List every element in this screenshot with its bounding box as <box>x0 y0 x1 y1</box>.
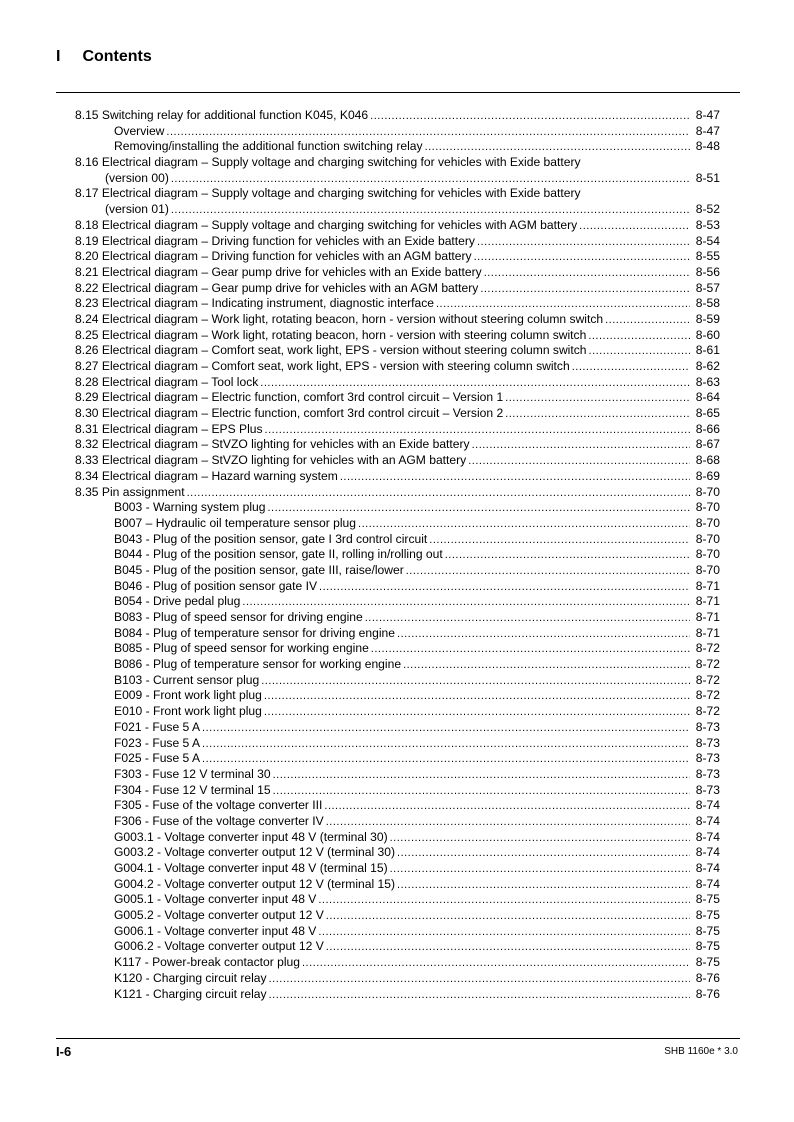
toc-entry-title: 8.17 Electrical diagram – Supply voltage and charging switching for vehicles with Exide battery <box>75 186 581 201</box>
toc-entry-title: 8.28 Electrical diagram – Tool lock <box>75 374 259 389</box>
toc-entry-title: 8.20 Electrical diagram – Driving function for vehicles with an AGM battery <box>75 249 472 264</box>
toc-entry-title: (version 00) <box>105 170 169 185</box>
toc-page-number: 8-75 <box>695 908 720 923</box>
section-header <box>56 48 152 66</box>
toc-page-number: 8-55 <box>695 249 720 264</box>
toc-entry-title: 8.25 Electrical diagram – Work light, rotating beacon, horn - version with steering column switch <box>75 327 587 342</box>
toc-page-number: 8-63 <box>695 374 720 389</box>
toc-entry[interactable] <box>75 469 720 485</box>
toc-entry[interactable] <box>75 218 720 234</box>
toc-entry-title: K120 - Charging circuit relay <box>114 970 267 985</box>
toc-subentry[interactable] <box>75 736 720 752</box>
toc-entry-title: G003.1 - Voltage converter input 48 V (terminal 30) <box>114 829 388 844</box>
toc-page-number: 8-73 <box>695 735 720 750</box>
toc-page-number: 8-52 <box>695 202 720 217</box>
toc-entry-title: (version 01) <box>105 202 169 217</box>
toc-leader-dots <box>202 720 690 737</box>
toc-subentry[interactable] <box>75 908 720 924</box>
toc-leader-dots <box>318 924 690 941</box>
toc-page-number: 8-72 <box>695 672 720 687</box>
toc-entry-title: B003 - Warning system plug <box>114 500 266 515</box>
toc-leader-dots <box>472 437 690 454</box>
toc-page-number: 8-74 <box>695 798 720 813</box>
toc-entry-title: G005.2 - Voltage converter output 12 V <box>114 908 324 923</box>
toc-page-number: 8-71 <box>695 625 720 640</box>
toc-page-number: 8-71 <box>695 610 720 624</box>
toc-subentry[interactable] <box>75 814 720 830</box>
toc-subentry[interactable] <box>75 939 720 955</box>
toc-leader-dots <box>302 955 690 972</box>
toc-leader-dots <box>468 453 690 470</box>
toc-leader-dots <box>477 234 690 251</box>
toc-entry[interactable] <box>75 171 720 187</box>
toc-page-number: 8-69 <box>695 468 720 483</box>
toc-leader-dots <box>397 845 690 862</box>
toc-leader-dots <box>242 594 690 611</box>
toc-entry-title: B046 - Plug of position sensor gate IV <box>114 578 318 593</box>
section-title: Contents <box>82 48 152 65</box>
toc-entry-title: G005.1 - Voltage converter input 48 V <box>114 892 317 907</box>
toc-entry-title: F021 - Fuse 5 A <box>114 719 201 734</box>
toc-entry-title: G004.1 - Voltage converter input 48 V (terminal 15) <box>114 861 388 875</box>
document-reference: SHB 1160e * 3.0 <box>664 1046 738 1057</box>
toc-entry-title: G006.1 - Voltage converter input 48 V <box>114 923 317 938</box>
toc-entry-title: F023 - Fuse 5 A <box>114 735 201 750</box>
toc-page-number: 8-56 <box>695 264 720 279</box>
toc-leader-dots <box>264 688 690 705</box>
toc-entry[interactable] <box>75 249 720 265</box>
toc-subentry[interactable] <box>75 751 720 767</box>
toc-subentry[interactable] <box>75 783 720 799</box>
toc-leader-dots <box>588 328 690 345</box>
toc-page-number: 8-76 <box>695 986 720 1001</box>
toc-subentry[interactable] <box>75 594 720 610</box>
toc-page-number: 8-75 <box>695 923 720 938</box>
toc-page-number: 8-47 <box>695 108 720 122</box>
toc-leader-dots <box>265 422 690 439</box>
toc-page-number: 8-64 <box>695 390 720 405</box>
toc-leader-dots <box>397 626 690 643</box>
toc-leader-dots <box>326 908 690 925</box>
toc-entry[interactable] <box>75 485 720 501</box>
toc-entry-title: B043 - Plug of the position sensor, gate I 3rd control circuit <box>114 531 428 546</box>
toc-entry[interactable] <box>75 375 720 391</box>
toc-leader-dots <box>390 830 690 847</box>
toc-entry-title: B044 - Plug of the position sensor, gate II, rolling in/rolling out <box>114 547 443 562</box>
toc-entry-title: B084 - Plug of temperature sensor for driving engine <box>114 625 396 640</box>
toc-leader-dots <box>318 892 690 909</box>
toc-subentry[interactable] <box>75 720 720 736</box>
header-divider <box>56 92 740 93</box>
toc-leader-dots <box>445 547 690 564</box>
toc-leader-dots <box>166 124 690 141</box>
toc-entry-title: 8.35 Pin assignment <box>75 484 185 499</box>
table-of-contents <box>75 108 720 1002</box>
toc-leader-dots <box>474 249 690 266</box>
toc-entry-title: F305 - Fuse of the voltage converter III <box>114 798 323 813</box>
toc-page-number: 8-65 <box>695 406 720 421</box>
toc-leader-dots <box>267 500 690 517</box>
toc-page-number: 8-73 <box>695 766 720 781</box>
toc-subentry[interactable] <box>75 704 720 720</box>
toc-leader-dots <box>202 736 690 753</box>
toc-leader-dots <box>390 861 690 878</box>
toc-entry-title: F306 - Fuse of the voltage converter IV <box>114 813 324 828</box>
toc-page-number: 8-60 <box>695 327 720 342</box>
toc-page-number: 8-70 <box>695 547 720 562</box>
toc-leader-dots <box>269 987 690 1004</box>
toc-subentry[interactable] <box>75 500 720 516</box>
toc-page-number: 8-62 <box>695 359 720 373</box>
toc-entry-title: G006.2 - Voltage converter output 12 V <box>114 939 324 954</box>
toc-subentry[interactable] <box>75 767 720 783</box>
toc-entry-title: B083 - Plug of speed sensor for driving engine <box>114 610 363 624</box>
toc-page-number: 8-74 <box>695 829 720 844</box>
toc-page-number: 8-75 <box>695 955 720 970</box>
toc-entry[interactable] <box>75 453 720 469</box>
toc-leader-dots <box>171 202 690 219</box>
toc-subentry[interactable] <box>75 861 720 877</box>
toc-entry-title: B007 – Hydraulic oil temperature sensor plug <box>114 515 357 530</box>
toc-entry[interactable] <box>75 406 720 422</box>
toc-subentry[interactable] <box>75 830 720 846</box>
toc-subentry[interactable] <box>75 124 720 140</box>
toc-leader-dots <box>425 139 690 156</box>
toc-entry[interactable] <box>75 312 720 328</box>
toc-subentry[interactable] <box>75 579 720 595</box>
toc-leader-dots <box>319 579 690 596</box>
toc-entry-title: 8.18 Electrical diagram – Supply voltage and charging switching for vehicles with AGM battery <box>75 217 578 232</box>
toc-entry-title: G004.2 - Voltage converter output 12 V (terminal 15) <box>114 876 396 891</box>
toc-entry[interactable] <box>75 155 720 171</box>
toc-leader-dots <box>436 296 690 313</box>
toc-entry-title: 8.33 Electrical diagram – StVZO lighting for vehicles with an AGM battery <box>75 453 467 468</box>
toc-page-number: 8-75 <box>695 892 720 907</box>
toc-leader-dots <box>505 406 690 423</box>
toc-entry[interactable] <box>75 359 720 375</box>
toc-subentry[interactable] <box>75 955 720 971</box>
toc-entry[interactable] <box>75 265 720 281</box>
toc-subentry[interactable] <box>75 877 720 893</box>
toc-subentry[interactable] <box>75 798 720 814</box>
toc-page-number: 8-59 <box>695 311 720 326</box>
toc-entry-title: B085 - Plug of speed sensor for working engine <box>114 641 369 656</box>
toc-leader-dots <box>187 485 690 502</box>
toc-leader-dots <box>324 798 690 815</box>
toc-entry[interactable] <box>75 108 720 124</box>
toc-entry[interactable] <box>75 202 720 218</box>
toc-leader-dots <box>406 563 690 580</box>
toc-leader-dots <box>261 673 690 690</box>
toc-leader-dots <box>589 343 690 360</box>
toc-leader-dots <box>429 532 690 549</box>
toc-leader-dots <box>171 171 690 188</box>
toc-page-number: 8-70 <box>695 531 720 546</box>
toc-page-number: 8-66 <box>695 421 720 436</box>
toc-leader-dots <box>264 704 690 721</box>
toc-page-number: 8-74 <box>695 876 720 891</box>
toc-entry-title: 8.26 Electrical diagram – Comfort seat, work light, EPS - version without steering column switch <box>75 343 587 358</box>
toc-subentry[interactable] <box>75 532 720 548</box>
toc-entry-title: F025 - Fuse 5 A <box>114 751 201 766</box>
toc-entry-title: B054 - Drive pedal plug <box>114 594 241 609</box>
toc-leader-dots <box>202 751 690 768</box>
toc-entry-title: F303 - Fuse 12 V terminal 30 <box>114 766 271 781</box>
toc-page-number: 8-61 <box>695 343 720 358</box>
toc-page-number: 8-71 <box>695 594 720 609</box>
toc-entry[interactable] <box>75 328 720 344</box>
toc-entry-title: Overview <box>114 123 165 138</box>
toc-entry-title: 8.24 Electrical diagram – Work light, rotating beacon, horn - version without steering column switch <box>75 311 604 326</box>
toc-leader-dots <box>269 971 690 988</box>
toc-page-number: 8-53 <box>695 217 720 232</box>
toc-subentry[interactable] <box>75 845 720 861</box>
toc-leader-dots <box>403 657 690 674</box>
toc-leader-dots <box>358 516 690 533</box>
toc-entry[interactable] <box>75 343 720 359</box>
toc-entry-title: 8.34 Electrical diagram – Hazard warning system <box>75 468 338 483</box>
toc-leader-dots <box>572 359 690 376</box>
toc-entry-title: 8.19 Electrical diagram – Driving function for vehicles with an Exide battery <box>75 233 475 248</box>
toc-entry[interactable] <box>75 281 720 297</box>
toc-leader-dots <box>326 939 690 956</box>
toc-entry[interactable] <box>75 422 720 438</box>
toc-page-number: 8-74 <box>695 845 720 860</box>
toc-entry[interactable] <box>75 437 720 453</box>
toc-leader-dots <box>273 767 690 784</box>
toc-page-number: 8-51 <box>695 170 720 185</box>
toc-page-number: 8-76 <box>695 970 720 985</box>
section-number: I <box>56 48 61 65</box>
toc-subentry[interactable] <box>75 924 720 940</box>
toc-entry-title: 8.15 Switching relay for additional function K045, K046 <box>75 108 369 122</box>
toc-page-number: 8-75 <box>695 939 720 954</box>
toc-subentry[interactable] <box>75 673 720 689</box>
toc-entry-title: K121 - Charging circuit relay <box>114 986 267 1001</box>
toc-entry-title: B045 - Plug of the position sensor, gate III, raise/lower <box>114 562 404 577</box>
toc-subentry[interactable] <box>75 139 720 155</box>
toc-page-number: 8-47 <box>695 123 720 138</box>
toc-leader-dots <box>480 281 690 298</box>
toc-entry[interactable] <box>75 296 720 312</box>
page-number: I-6 <box>56 1044 72 1059</box>
toc-leader-dots <box>340 469 690 486</box>
toc-subentry[interactable] <box>75 971 720 987</box>
toc-page-number: 8-74 <box>695 813 720 828</box>
toc-entry[interactable] <box>75 234 720 250</box>
toc-subentry[interactable] <box>75 641 720 657</box>
toc-subentry[interactable] <box>75 547 720 563</box>
toc-page-number: 8-73 <box>695 782 720 797</box>
toc-entry-title: 8.21 Electrical diagram – Gear pump drive for vehicles with an Exide battery <box>75 264 482 279</box>
toc-leader-dots <box>370 108 690 125</box>
toc-page-number: 8-70 <box>695 500 720 515</box>
toc-entry[interactable] <box>75 390 720 406</box>
toc-entry-title: Removing/installing the additional function switching relay <box>114 139 423 154</box>
toc-entry-title: 8.23 Electrical diagram – Indicating instrument, diagnostic interface <box>75 296 434 311</box>
toc-leader-dots <box>371 641 690 658</box>
toc-leader-dots <box>505 390 690 407</box>
toc-entry-title: 8.29 Electrical diagram – Electric function, comfort 3rd control circuit – Version 1 <box>75 390 504 405</box>
toc-subentry[interactable] <box>75 657 720 673</box>
toc-page-number: 8-68 <box>695 453 720 468</box>
toc-subentry[interactable] <box>75 987 720 1003</box>
toc-entry-title: 8.22 Electrical diagram – Gear pump drive for vehicles with an AGM battery <box>75 280 479 295</box>
toc-page-number: 8-73 <box>695 719 720 734</box>
toc-entry-title: 8.32 Electrical diagram – StVZO lighting for vehicles with an Exide battery <box>75 437 470 452</box>
toc-page-number: 8-70 <box>695 562 720 577</box>
toc-page-number: 8-57 <box>695 280 720 295</box>
toc-page-number: 8-54 <box>695 233 720 248</box>
toc-page-number: 8-72 <box>695 657 720 672</box>
toc-entry-title: 8.30 Electrical diagram – Electric function, comfort 3rd control circuit – Version 2 <box>75 406 504 421</box>
toc-entry-title: G003.2 - Voltage converter output 12 V (terminal 30) <box>114 845 396 860</box>
toc-page-number: 8-58 <box>695 296 720 311</box>
toc-subentry[interactable] <box>75 892 720 908</box>
toc-entry-title: 8.27 Electrical diagram – Comfort seat, work light, EPS - version with steering column switch <box>75 359 570 373</box>
toc-page-number: 8-72 <box>695 704 720 719</box>
toc-leader-dots <box>365 610 690 627</box>
toc-page-number: 8-71 <box>695 578 720 593</box>
toc-leader-dots <box>579 218 690 235</box>
toc-leader-dots <box>326 814 690 831</box>
toc-entry-title: E010 - Front work light plug <box>114 704 262 719</box>
toc-page-number: 8-74 <box>695 861 720 875</box>
toc-entry-title: 8.16 Electrical diagram – Supply voltage and charging switching for vehicles with Exide battery <box>75 155 581 170</box>
toc-page-number: 8-73 <box>695 751 720 766</box>
toc-entry-title: B103 - Current sensor plug <box>114 672 260 687</box>
toc-subentry[interactable] <box>75 563 720 579</box>
toc-leader-dots <box>273 783 690 800</box>
toc-leader-dots <box>605 312 690 329</box>
toc-page-number: 8-72 <box>695 641 720 656</box>
toc-page-number: 8-67 <box>695 437 720 452</box>
toc-subentry[interactable] <box>75 626 720 642</box>
footer-divider <box>56 1038 740 1039</box>
toc-entry-title: F304 - Fuse 12 V terminal 15 <box>114 782 271 797</box>
toc-entry-title: K117 - Power-break contactor plug <box>114 955 300 970</box>
toc-subentry[interactable] <box>75 688 720 704</box>
toc-page-number: 8-70 <box>695 515 720 530</box>
toc-page-number: 8-70 <box>695 484 720 499</box>
toc-entry-title: E009 - Front work light plug <box>114 688 262 703</box>
toc-leader-dots <box>260 375 690 392</box>
toc-page-number: 8-48 <box>695 139 720 154</box>
toc-entry-title: 8.31 Electrical diagram – EPS Plus <box>75 421 263 436</box>
toc-subentry[interactable] <box>75 516 720 532</box>
toc-page-number: 8-72 <box>695 688 720 703</box>
toc-entry[interactable] <box>75 186 720 202</box>
toc-subentry[interactable] <box>75 610 720 626</box>
toc-leader-dots <box>397 877 690 894</box>
toc-entry-title: B086 - Plug of temperature sensor for working engine <box>114 657 402 672</box>
toc-leader-dots <box>484 265 690 282</box>
